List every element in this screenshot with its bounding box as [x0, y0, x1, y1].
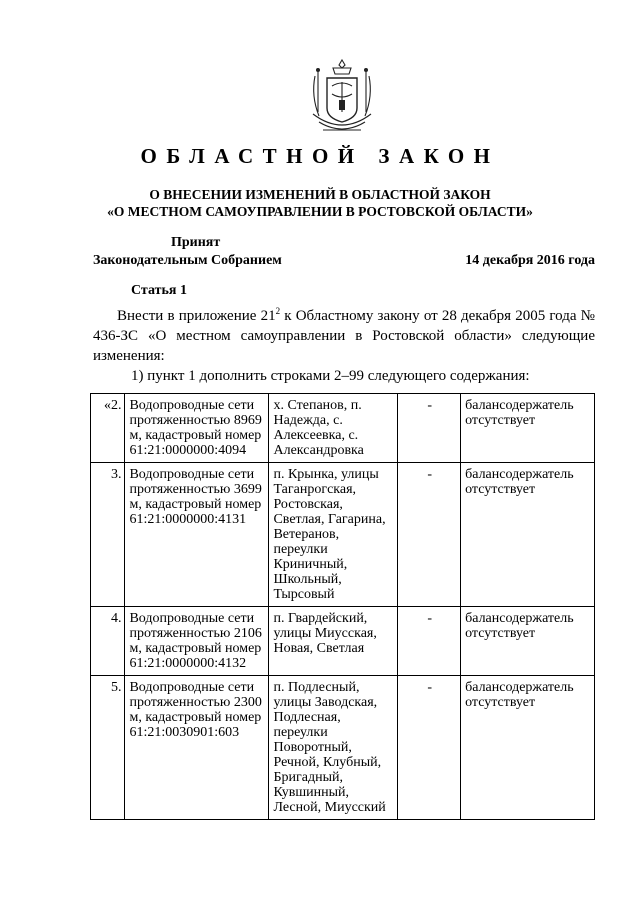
row-number: 3.: [91, 463, 125, 607]
owner-cell: балансодержатель отсутствует: [461, 394, 595, 463]
article-heading: Статья 1: [131, 283, 187, 298]
table-row: [91, 463, 595, 607]
adoption-date: 14 декабря 2016 года: [465, 253, 595, 268]
dash-cell: -: [398, 463, 461, 607]
document-title: ОБЛАСТНОЙ ЗАКОН: [140, 144, 500, 168]
table-row: [91, 676, 595, 820]
dash-cell: -: [398, 607, 461, 676]
subtitle-line-1: О ВНЕСЕНИИ ИЗМЕНЕНИЙ В ОБЛАСТНОЙ ЗАКОН: [149, 187, 491, 202]
adopted-label: Принят: [171, 235, 221, 250]
owner-cell: балансодержатель отсутствует: [461, 607, 595, 676]
row-number: 4.: [91, 607, 125, 676]
object-description: Водопроводные сети протяженностью 2106 м, кадастровый номер 61:21:0000000:4132: [125, 607, 269, 676]
object-address: п. Подлесный, улицы Заводская, Подлесная, переулки Поворотный, Речной, Клубный, Бригадный, Кувшинный, Лесной, Миусский: [269, 676, 398, 820]
row-number: «2.: [91, 394, 125, 463]
document-subtitle: [0, 186, 640, 220]
subtitle-line-2: «О МЕСТНОМ САМОУПРАВЛЕНИИ В РОСТОВСКОЙ ОБЛАСТИ»: [107, 204, 533, 219]
adopted-body: Законодательным Собранием: [93, 253, 282, 268]
intro-part-2: к Областному закону от 28 декабря 2005 года № 436-ЗС «О местном самоуправлении в Ростовской области» следующие изменения:: [93, 308, 595, 364]
amendment-table: [90, 393, 595, 820]
object-address: п. Гвардейский, улицы Миусская, Новая, Светлая: [269, 607, 398, 676]
owner-cell: балансодержатель отсутствует: [461, 676, 595, 820]
amendment-item-1: 1) пункт 1 дополнить строками 2–99 следующего содержания:: [131, 368, 530, 384]
object-description: Водопроводные сети протяженностью 8969 м, кадастровый номер 61:21:0000000:4094: [125, 394, 269, 463]
dash-cell: -: [398, 394, 461, 463]
owner-cell: балансодержатель отсутствует: [461, 463, 595, 607]
object-description: Водопроводные сети протяженностью 3699 м, кадастровый номер 61:21:0000000:4131: [125, 463, 269, 607]
adopted-by: [93, 234, 282, 270]
intro-superscript: 2: [275, 306, 281, 316]
intro-part-1: Внести в приложение 21: [117, 308, 276, 324]
table-row: [91, 394, 595, 463]
coat-of-arms-emblem: [309, 56, 375, 140]
object-description: Водопроводные сети протяженностью 2300 м, кадастровый номер 61:21:0030901:603: [125, 676, 269, 820]
row-number: 5.: [91, 676, 125, 820]
article-intro: [93, 306, 595, 366]
dash-cell: -: [398, 676, 461, 820]
object-address: х. Степанов, п. Надежда, с. Алексеевка, с. Александровка: [269, 394, 398, 463]
object-address: п. Крынка, улицы Таганрогская, Ростовская, Светлая, Гагарина, Ветеранов, переулки Криничный, Школьный, Тырсовый: [269, 463, 398, 607]
table-row: [91, 607, 595, 676]
